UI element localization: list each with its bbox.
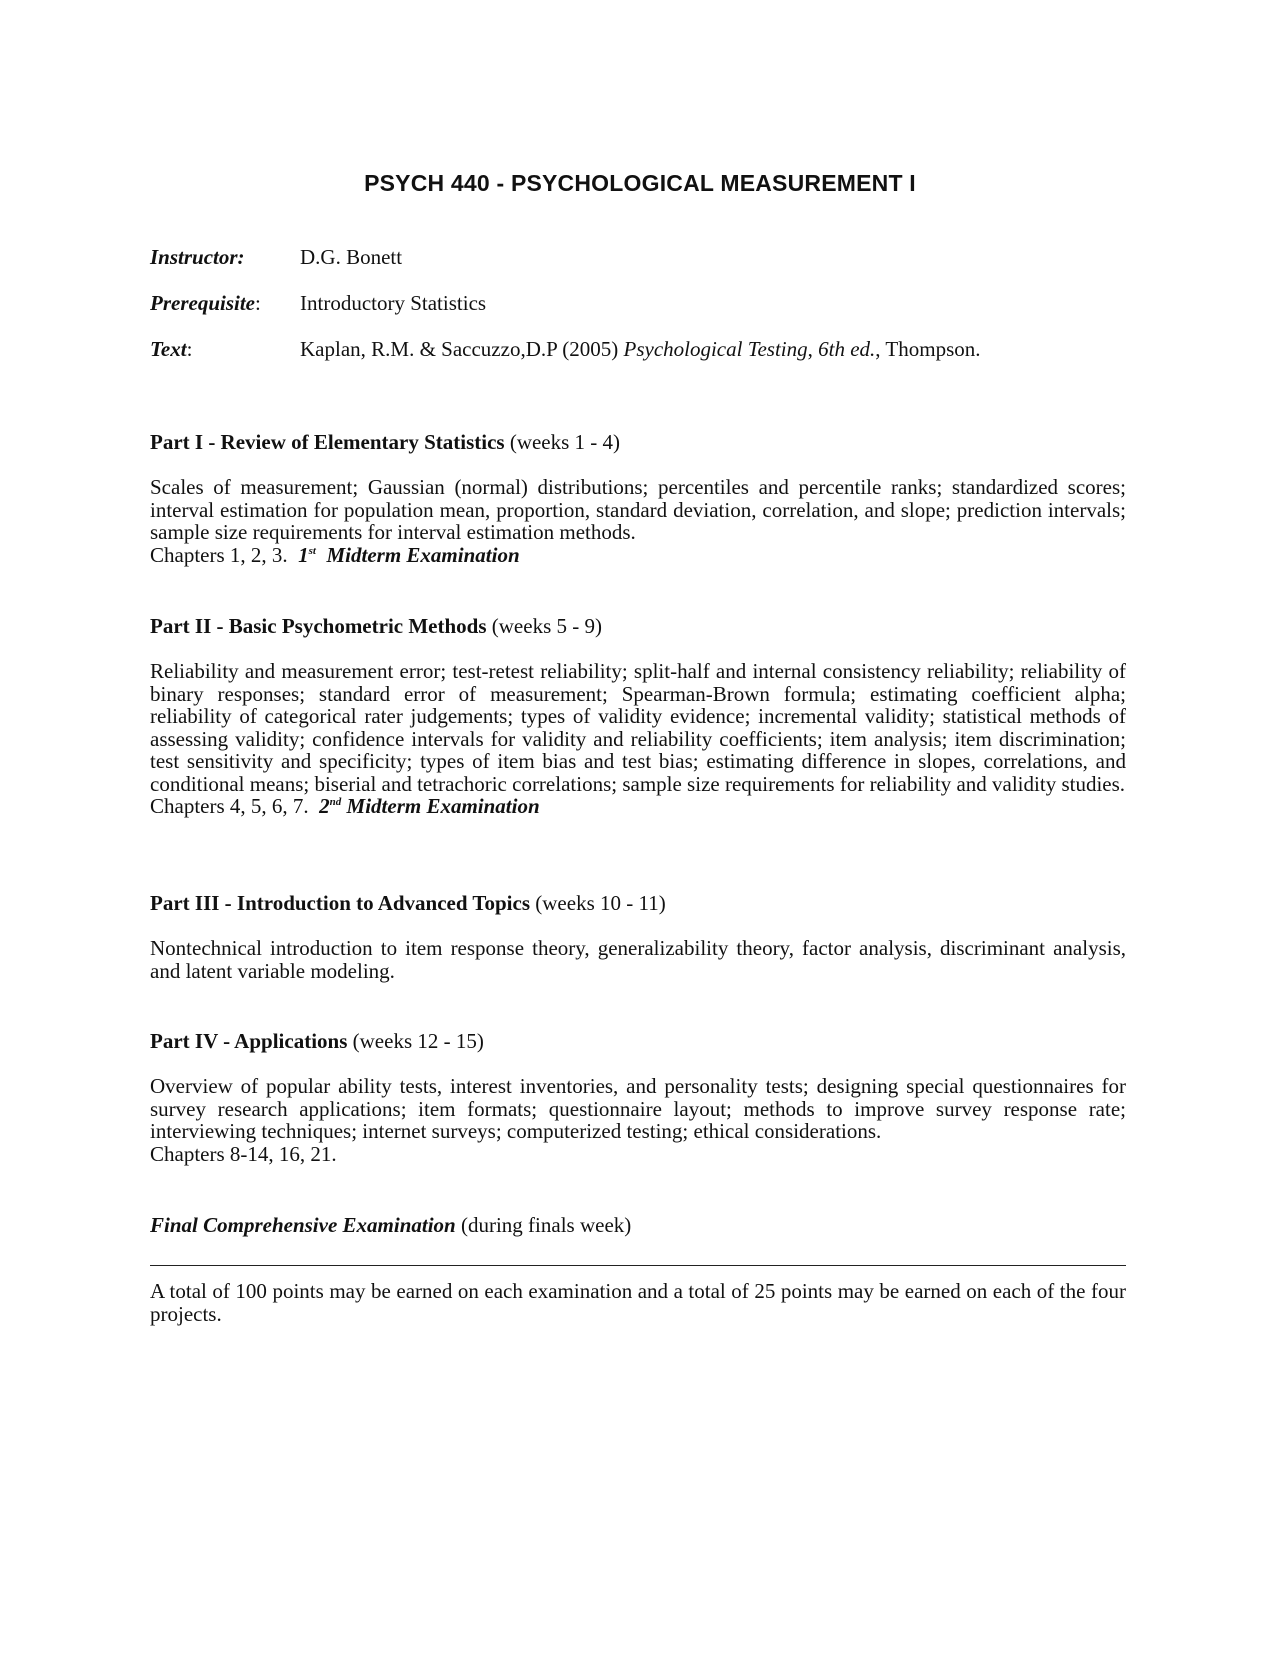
text-colon: : <box>186 337 193 361</box>
points-note: A total of 100 points may be earned on each examination and a total of 25 points may be earned on each of the four projects. <box>150 1279 1126 1326</box>
part-1-exam-sup: st <box>308 544 316 557</box>
part-3-weeks: (weeks 10 - 11) <box>530 891 666 915</box>
final-exam-note: (during finals week) <box>455 1213 632 1237</box>
final-exam-label: Final Comprehensive Examination <box>150 1213 456 1237</box>
part-1-section <box>150 476 1126 566</box>
part-1-exam <box>298 543 519 567</box>
part-2-section <box>150 660 1126 818</box>
prerequisite-label-wrap <box>150 291 261 316</box>
part-3-title: Part III - Introduction to Advanced Topics <box>150 891 531 915</box>
part-2-heading <box>150 614 1126 639</box>
part-1-chapters-line <box>150 544 1126 567</box>
part-4-chapters: Chapters 8-14, 16, 21. <box>150 1141 337 1166</box>
text-book-title: Psychological Testing <box>623 337 808 361</box>
text-publisher: , Thompson. <box>875 337 981 361</box>
section-divider <box>150 1265 1126 1266</box>
prerequisite-label: Prerequisite <box>150 291 255 315</box>
part-4-heading <box>150 1029 1126 1054</box>
part-4-title: Part IV - Applications <box>150 1029 348 1053</box>
instructor-label: Instructor: <box>150 245 245 269</box>
part-4-section <box>150 1075 1126 1165</box>
part-4-body: Overview of popular ability tests, interest inventories, and personality tests; designing special questionnaires for survey research applications; item formats; questionnaire layout; methods to improve survey response rate; interviewing techniques; internet surveys; computerized testing; ethical considerations. <box>150 1074 1126 1143</box>
part-1-exam-label: Midterm Examination <box>326 542 520 567</box>
course-title: PSYCH 440 - PSYCHOLOGICAL MEASUREMENT I <box>364 170 916 196</box>
instructor-value: D.G. Bonett <box>300 245 403 269</box>
part-1-body: Scales of measurement; Gaussian (normal) distributions; percentiles and percentile ranks; standardized scores; interval estimation for population mean, proportion, standard deviation, correlation, and slope; prediction intervals; sample size requirements for interval estimation methods. <box>150 475 1126 544</box>
final-exam-line <box>150 1213 1126 1238</box>
part-1-chapters: Chapters 1, 2, 3. <box>150 542 288 567</box>
text-label: Text <box>150 337 187 361</box>
part-2-exam-num: 2 <box>319 794 330 818</box>
part-2-exam-label: Midterm Examination <box>346 794 540 818</box>
text-value <box>300 337 981 362</box>
part-4-weeks: (weeks 12 - 15) <box>347 1029 484 1053</box>
part-1-exam-num: 1 <box>298 542 309 567</box>
part-3-heading <box>150 891 1126 916</box>
part-2-chapters: Chapters 4, 5, 6, 7. <box>150 794 309 818</box>
prerequisite-colon: : <box>255 291 261 315</box>
text-label-wrap <box>150 337 192 362</box>
prerequisite-value: Introductory Statistics <box>300 291 487 315</box>
part-2-weeks: (weeks 5 - 9) <box>486 614 602 638</box>
text-sep: , <box>807 337 819 361</box>
text-edition: 6th ed. <box>818 337 876 361</box>
part-2-exam-sup: nd <box>329 796 342 808</box>
part-2-body: Reliability and measurement error; test-retest reliability; split-half and internal consistency reliability; reliability of binary responses; standard error of measurement; Spearman-Brown formula; estimating coefficient alpha; reliability of categorical rater judgements; types of validity evidence; incremental validity; statistical methods of assessing validity; confidence intervals for validity and reliability coefficients; item analysis; item discrimination; test sensitivity and specificity; types of item bias and test bias; estimating difference in slopes, correlations, and conditional means; biserial and tetrachoric correlations; sample size requirements for reliability and validity studies. <box>150 659 1126 796</box>
part-2-exam <box>319 794 540 818</box>
text-authors: Kaplan, R.M. & Saccuzzo,D.P (2005) <box>300 337 624 361</box>
part-3-body: Nontechnical introduction to item response theory, generalizability theory, factor analysis, discriminant analysis, and latent variable modeling. <box>150 936 1126 983</box>
part-1-weeks: (weeks 1 - 4) <box>504 430 621 454</box>
part-2-title: Part II - Basic Psychometric Methods <box>150 614 487 638</box>
points-section <box>150 1280 1126 1325</box>
part-1-title: Part I - Review of Elementary Statistics <box>150 430 505 454</box>
part-1-heading <box>150 430 1126 455</box>
part-2-chapters-line <box>150 795 1126 818</box>
part-3-section <box>150 937 1126 982</box>
